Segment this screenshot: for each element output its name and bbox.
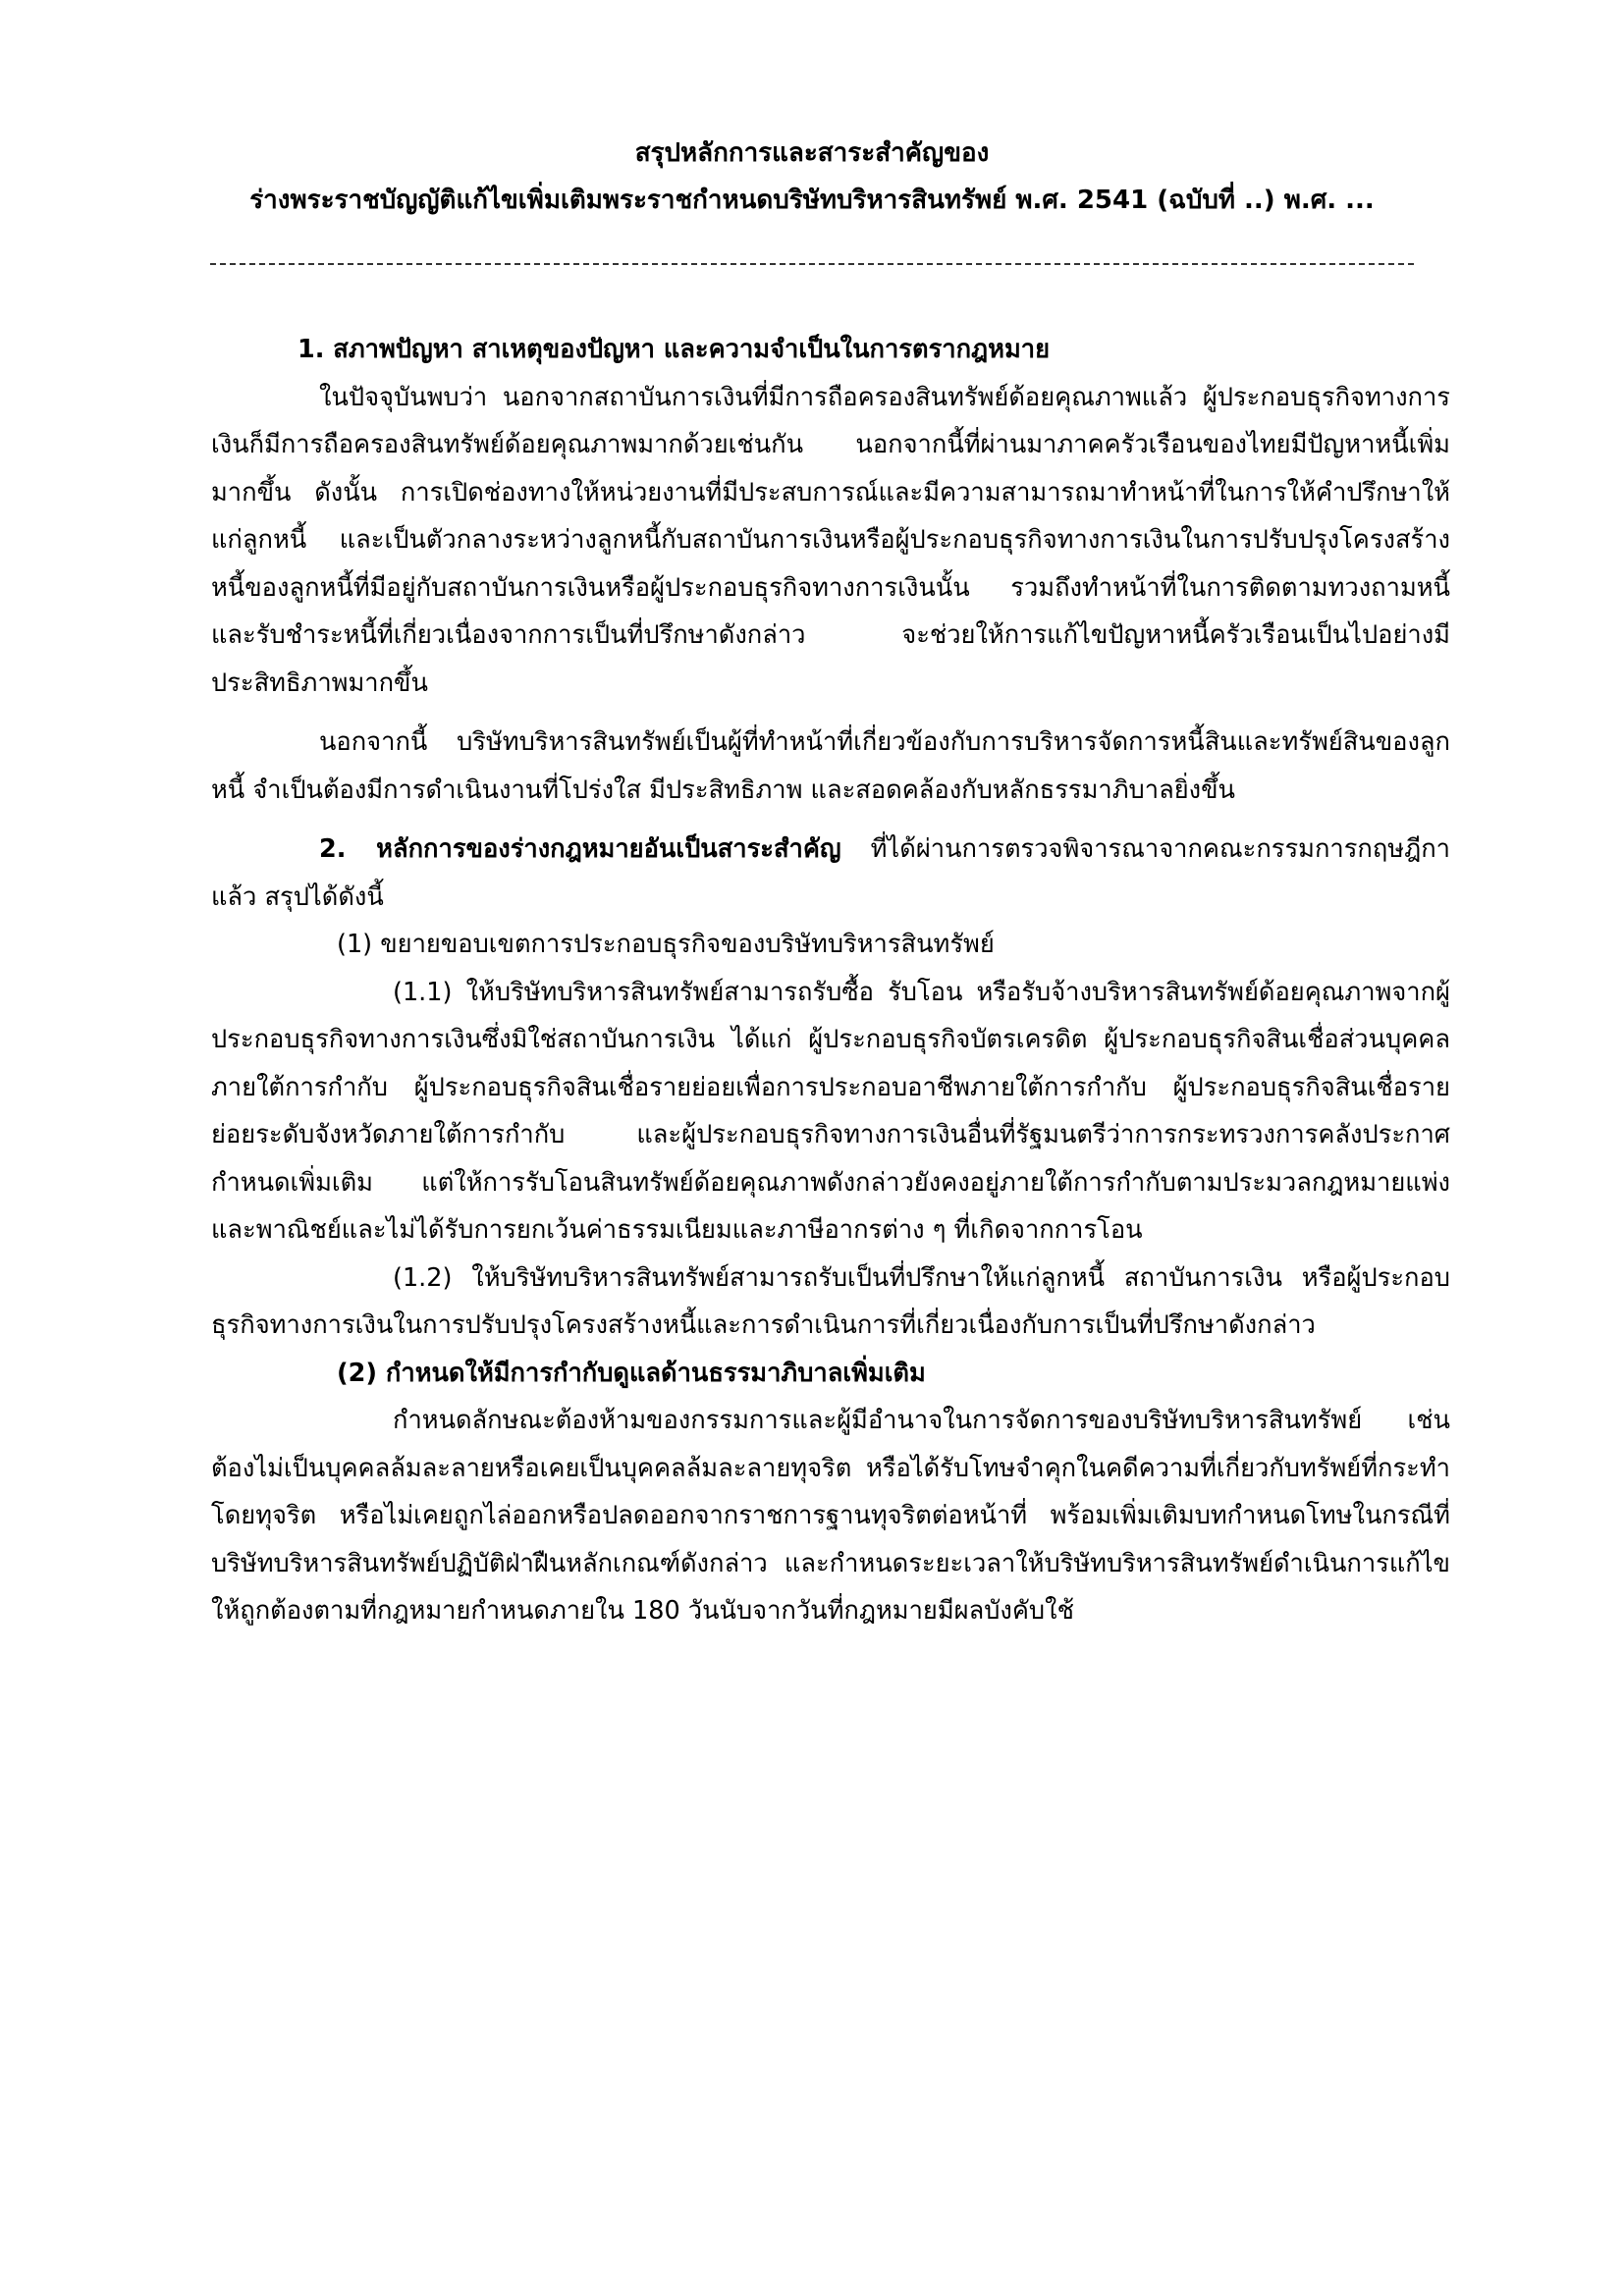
section-2-heading-rest: ที่ได้ผ่านการตรวจพิจารณาจากคณะกรรมการกฤษฎีกาแล้ว สรุปได้ดังนี้ (211, 834, 1450, 912)
dashed-divider (210, 263, 1414, 265)
item-2-label: (2) กำหนดให้มีการกำกับดูแลด้านธรรมาภิบาลเพิ่มเติม (337, 1358, 926, 1388)
item-1-1-paragraph: (1.1) ให้บริษัทบริหารสินทรัพย์สามารถรับซื้อ รับโอน หรือรับจ้างบริหารสินทรัพย์ด้อยคุณภาพจากผู้ประกอบธุรกิจทางการเงินซึ่งมิใช่สถาบันการเงิน ได้แก่ ผู้ประกอบธุรกิจบัตรเครดิต ผู้ประกอบธุรกิจสินเชื่อส่วนบุคคลภายใต้การกำกับ ผู้ประกอบธุรกิจสินเชื่อรายย่อยเพื่อการประกอบอาชีพภายใต้การกำกับ ผู้ประกอบธุรกิจสินเชื่อรายย่อยระดับจังหวัดภายใต้การกำกับ และผู้ประกอบธุรกิจทางการเงินอื่นที่รัฐมนตรีว่าการกระทรวงการคลังประกาศกำหนดเพิ่มเติม แต่ให้การรับโอนสินทรัพย์ด้อยคุณภาพดังกล่าวยังคงอยู่ภายใต้การกำกับตามประมวลกฎหมายแพ่งและพาณิชย์และไม่ได้รับการยกเว้นค่าธรรมเนียมและภาษีอากรต่าง ๆ ที่เกิดจากการโอน (211, 977, 1450, 1245)
section-2-heading (211, 826, 1450, 921)
document-body (211, 326, 1450, 1635)
item-2-paragraph: กำหนดลักษณะต้องห้ามของกรรมการและผู้มีอำนาจในการจัดการของบริษัทบริหารสินทรัพย์ เช่น ต้องไม่เป็นบุคคลล้มละลายหรือเคยเป็นบุคคลล้มละลายทุจริต หรือได้รับโทษจำคุกในคดีความที่เกี่ยวกับทรัพย์ที่กระทำโดยทุจริต หรือไม่เคยถูกไล่ออกหรือปลดออกจากราชการฐานทุจริตต่อหน้าที่ พร้อมเพิ่มเติมบทกำหนดโทษในกรณีที่บริษัทบริหารสินทรัพย์ปฏิบัติฝ่าฝืนหลักเกณฑ์ดังกล่าว และกำหนดระยะเวลาให้บริษัทบริหารสินทรัพย์ดำเนินการแก้ไขให้ถูกต้องตามที่กฎหมายกำหนดภายใน 180 วันนับจากวันที่กฎหมายมีผลบังคับใช้ (211, 1406, 1450, 1626)
title-line-1: สรุปหลักการและสาระสำคัญของ (634, 138, 990, 168)
section-2-heading-bold: 2. หลักการของร่างกฎหมายอันเป็นสาระสำคัญ (319, 834, 841, 864)
item-1-label: (1) ขยายขอบเขตการประกอบธุรกิจของบริษัทบริหารสินทรัพย์ (337, 930, 995, 959)
document-title (147, 130, 1477, 224)
section-1-heading: 1. สภาพปัญหา สาเหตุของปัญหา และความจำเป็นในการตรากฎหมาย (298, 335, 1051, 364)
item-1-2-paragraph: (1.2) ให้บริษัทบริหารสินทรัพย์สามารถรับเป็นที่ปรึกษาให้แก่ลูกหนี้ สถาบันการเงิน หรือผู้ประกอบธุรกิจทางการเงินในการปรับปรุงโครงสร้างหนี้และการดำเนินการที่เกี่ยวเนื่องกับการเป็นที่ปรึกษาดังกล่าว (211, 1262, 1450, 1340)
section-1-paragraph-2: นอกจากนี้ บริษัทบริหารสินทรัพย์เป็นผู้ที่ทำหน้าที่เกี่ยวข้องกับการบริหารจัดการหนี้สินและทรัพย์สินของลูกหนี้ จำเป็นต้องมีการดำเนินงานที่โปร่งใส มีประสิทธิภาพ และสอดคล้องกับหลักธรรมาภิบาลยิ่งขึ้น (211, 727, 1450, 805)
section-1-paragraph-1: ในปัจจุบันพบว่า นอกจากสถาบันการเงินที่มีการถือครองสินทรัพย์ด้อยคุณภาพแล้ว ผู้ประกอบธุรกิจทางการเงินก็มีการถือครองสินทรัพย์ด้อยคุณภาพมากด้วยเช่นกัน นอกจากนี้ที่ผ่านมาภาคครัวเรือนของไทยมีปัญหาหนี้เพิ่มมากขึ้น ดังนั้น การเปิดช่องทางให้หน่วยงานที่มีประสบการณ์และมีความสามารถมาทำหน้าที่ในการให้คำปรึกษาให้แก่ลูกหนี้ และเป็นตัวกลางระหว่างลูกหนี้กับสถาบันการเงินหรือผู้ประกอบธุรกิจทางการเงินในการปรับปรุงโครงสร้างหนี้ของลูกหนี้ที่มีอยู่กับสถาบันการเงินหรือผู้ประกอบธุรกิจทางการเงินนั้น รวมถึงทำหน้าที่ในการติดตามทวงถามหนี้และรับชำระหนี้ที่เกี่ยวเนื่องจากการเป็นที่ปรึกษาดังกล่าว จะช่วยให้การแก้ไขปัญหาหนี้ครัวเรือนเป็นไปอย่างมีประสิทธิภาพมากขึ้น (211, 382, 1450, 698)
title-line-2: ร่างพระราชบัญญัติแก้ไขเพิ่มเติมพระราชกำหนดบริษัทบริหารสินทรัพย์ พ.ศ. 2541 (ฉบับที่ ..) พ.ศ. ... (249, 186, 1375, 215)
